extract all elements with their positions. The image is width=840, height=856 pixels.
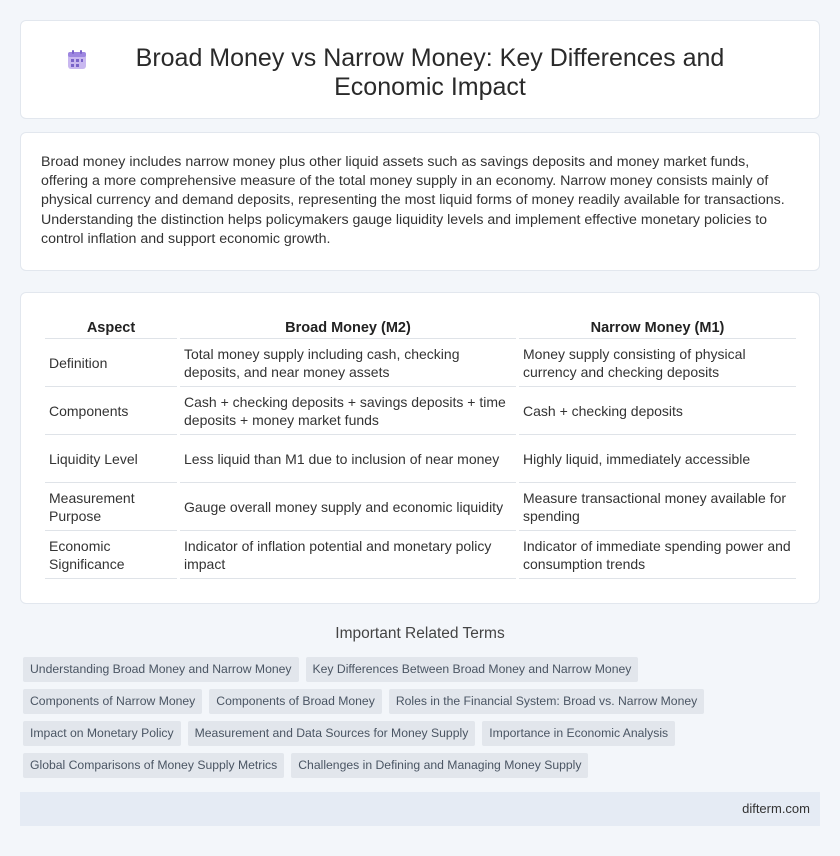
table-row — [45, 339, 796, 387]
broad-money-cell: Gauge overall money supply and economic liquidity — [180, 483, 516, 531]
header-aspect: Aspect — [45, 315, 177, 339]
related-term-tag[interactable]: Measurement and Data Sources for Money Supply — [188, 721, 476, 746]
header-broad-money: Broad Money (M2) — [180, 315, 516, 339]
narrow-money-cell: Money supply consisting of physical currency and checking deposits — [519, 339, 796, 387]
header-narrow-money: Narrow Money (M1) — [519, 315, 796, 339]
related-terms-heading: Important Related Terms — [335, 625, 505, 642]
table-header-row — [45, 315, 796, 339]
table-row — [45, 483, 796, 531]
narrow-money-cell: Cash + checking deposits — [519, 387, 796, 435]
related-term-tag[interactable]: Impact on Monetary Policy — [23, 721, 181, 746]
aspect-cell: Economic Significance — [45, 531, 177, 579]
aspect-cell: Liquidity Level — [45, 435, 177, 483]
table-row — [45, 387, 796, 435]
broad-money-cell: Cash + checking deposits + savings deposits + time deposits + money market funds — [180, 387, 516, 435]
broad-money-cell: Less liquid than M1 due to inclusion of near money — [180, 435, 516, 483]
footer-site-link[interactable]: difterm.com — [742, 801, 810, 816]
narrow-money-cell: Measure transactional money available for spending — [519, 483, 796, 531]
related-term-tag[interactable]: Importance in Economic Analysis — [482, 721, 675, 746]
intro-card — [20, 132, 820, 271]
aspect-cell: Definition — [45, 339, 177, 387]
title-card — [20, 20, 820, 119]
narrow-money-cell: Highly liquid, immediately accessible — [519, 435, 796, 483]
footer — [20, 792, 820, 826]
related-term-tag[interactable]: Challenges in Defining and Managing Money Supply — [291, 753, 588, 778]
broad-money-cell: Total money supply including cash, checking deposits, and near money assets — [180, 339, 516, 387]
related-term-tag[interactable]: Components of Narrow Money — [23, 689, 202, 714]
related-term-tag[interactable]: Components of Broad Money — [209, 689, 382, 714]
aspect-cell: Components — [45, 387, 177, 435]
aspect-cell: Measurement Purpose — [45, 483, 177, 531]
comparison-table-card — [20, 292, 820, 604]
intro-paragraph: Broad money includes narrow money plus other liquid assets such as savings deposits and money market funds, offering a more comprehensive measure of the total money supply in an economy. Narrow money consists mainly of physical currency and demand deposits, representing the most liquid forms of money readily available for transactions. Understanding the distinction helps policymakers gauge liquidity levels and implement effective monetary policies to control inflation and support economic growth. — [41, 154, 785, 247]
table-row — [45, 435, 796, 483]
related-terms-list — [23, 657, 823, 778]
related-term-tag[interactable]: Roles in the Financial System: Broad vs. Narrow Money — [389, 689, 704, 714]
comparison-table — [42, 315, 799, 579]
related-term-tag[interactable]: Global Comparisons of Money Supply Metrics — [23, 753, 284, 778]
broad-money-cell: Indicator of inflation potential and monetary policy impact — [180, 531, 516, 579]
related-term-tag[interactable]: Understanding Broad Money and Narrow Money — [23, 657, 299, 682]
narrow-money-cell: Indicator of immediate spending power and consumption trends — [519, 531, 796, 579]
table-row — [45, 531, 796, 579]
page-title: Broad Money vs Narrow Money: Key Differences and Economic Impact — [135, 44, 725, 101]
related-term-tag[interactable]: Key Differences Between Broad Money and Narrow Money — [306, 657, 639, 682]
